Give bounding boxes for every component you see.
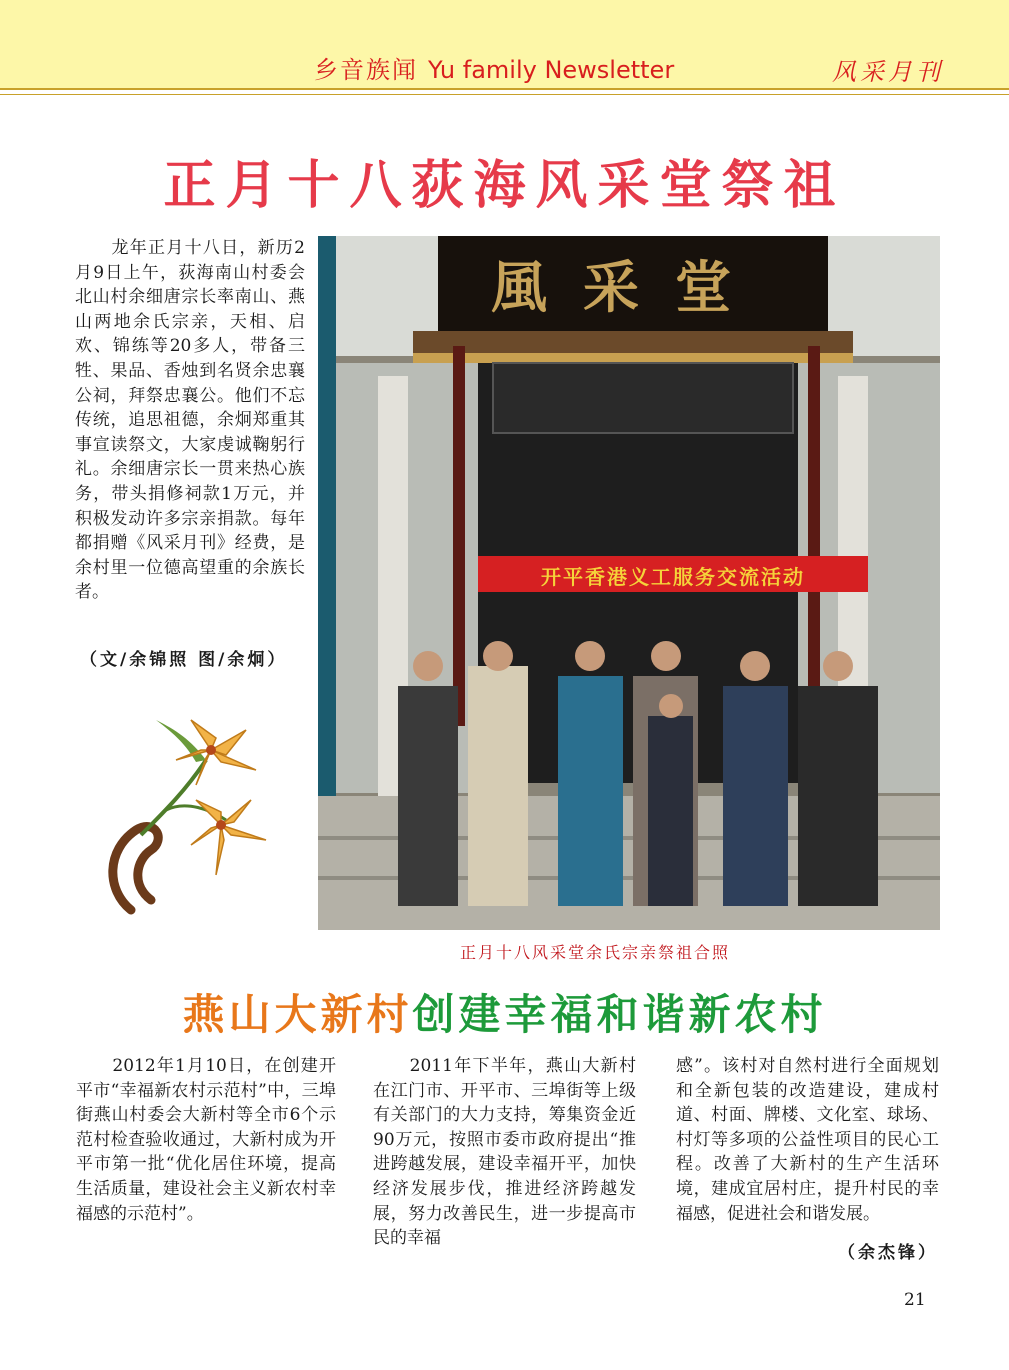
newsletter-name-cn: 乡音族闻	[314, 56, 418, 84]
article2-title-part2: 创建幸福和谐新农村	[412, 990, 827, 1039]
article2-credit: （余杰锋）	[838, 1243, 938, 1263]
magazine-name: 风采月刊	[832, 58, 944, 86]
newsletter-name	[314, 50, 674, 85]
article2-column3: 感”。该村对自然村进行全面规划和全新包装的改造建设，建成村道、村面、牌楼、文化室、球场、村灯等多项的公益性项目的民心工程。改善了大新村的生产生活环境，建成宜居村庄，提升村民的幸福感，促进社会和谐发展。	[676, 1056, 939, 1224]
group-photo	[318, 236, 940, 930]
article2-column1: 2012年1月10日，在创建开平市“幸福新农村示范村”中，三埠街燕山村委会大新村等全市6个示范村检查验收通过，大新村成为开平市第一批“优化居住环境，提高生活质量，建设社会主义新农村幸福感的示范村”。	[76, 1056, 336, 1224]
photo-banner: 开平香港义工服务交流活动	[541, 565, 805, 589]
newsletter-name-en: Yu family Newsletter	[428, 56, 675, 84]
article2-title	[0, 982, 1009, 1042]
article1-body: 龙年正月十八日，新历2月9日上午，荻海南山村委会北山村余细唐宗长率南山、燕山两地余氏宗亲，天相、启欢、锦练等20多人，带备三牲、果品、香烛到名贤余忠襄公祠，拜祭忠襄公。他们不忘传统，追思祖德，余炯郑重其事宣读祭文，大家虔诚鞠躬行礼。余细唐宗长一贯来热心族务，带头捐修祠款1万元，并积极发动许多宗亲捐款。每年都捐赠《风采月刊》经费，是余村里一位德高望重的余族长者。	[75, 238, 305, 603]
article2-column2: 2011年下半年，燕山大新村在江门市、开平市、三埠街等上级有关部门的大力支持，筹集资金近90万元，按照市委市政府提出“推进跨越发展，建设幸福开平，加快经济发展步伐，推进经济跨越发展，努力改善民生，进一步提高市民的幸福	[373, 1056, 636, 1249]
header-divider	[0, 94, 1009, 95]
article1-credit: （文/余锦照 图/余炯）	[80, 650, 288, 670]
page-number: 21	[904, 1290, 926, 1310]
article1-title: 正月十八荻海风采堂祭祖	[163, 156, 846, 216]
photo-hall-sign: 風采堂	[491, 255, 767, 321]
photo-caption: 正月十八风采堂余氏宗亲祭祖合照	[460, 943, 731, 962]
lily-flower-decoration	[96, 700, 276, 930]
article2-title-part1: 燕山大新村	[182, 990, 413, 1039]
